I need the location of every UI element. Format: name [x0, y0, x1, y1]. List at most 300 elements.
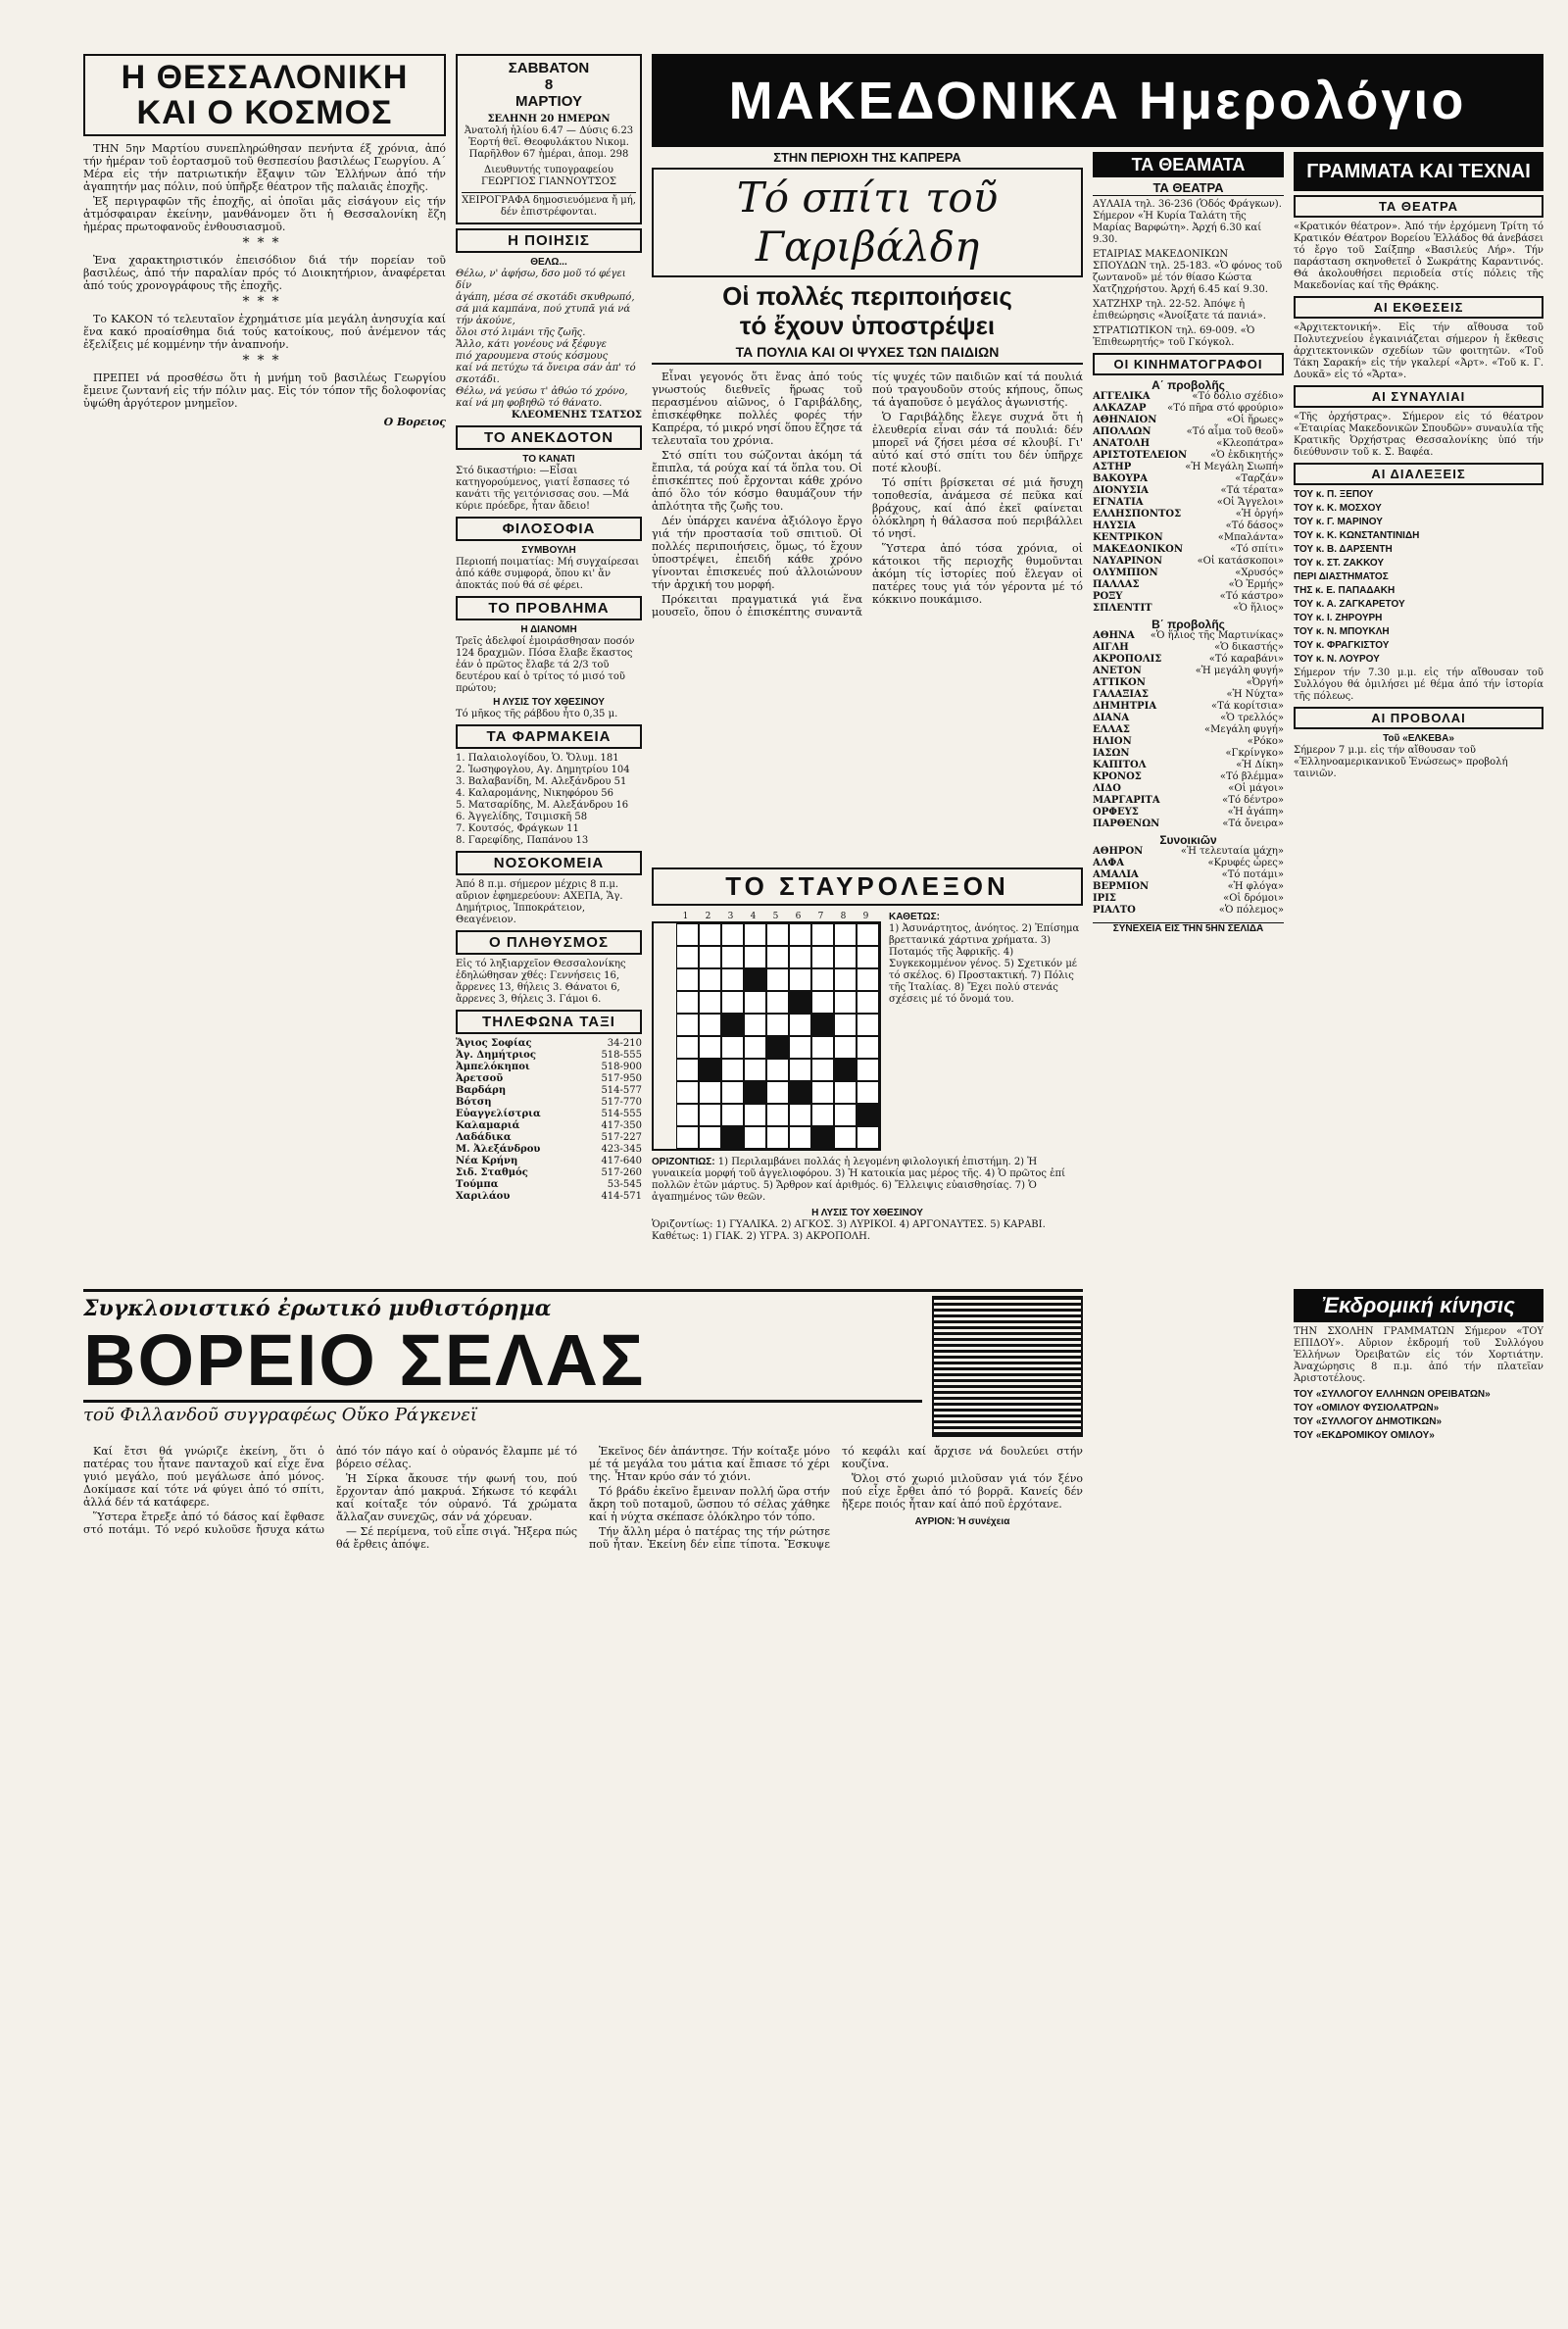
crossword-cell[interactable]: [744, 1059, 766, 1081]
philosophy-subtitle: ΣΥΜΒΟΥΛΗ: [521, 545, 576, 556]
crossword-cell[interactable]: [834, 1126, 857, 1149]
cinema-row: [1093, 591, 1284, 603]
crossword-cell[interactable]: [744, 1036, 766, 1059]
section-title-box: [83, 54, 446, 136]
crossword-cell[interactable]: [834, 946, 857, 968]
lecturer-item: ΤΟΥ κ. ΣΤ. ΖΑΚΚΟΥ: [1294, 558, 1385, 569]
crossword-cell[interactable]: [857, 991, 879, 1014]
crossword-cell[interactable]: [811, 1014, 834, 1036]
divider-stars: ***: [242, 294, 287, 310]
taxi-row-value: 417-640: [601, 1156, 642, 1166]
taxi-row-name: Ἀρετσοῦ: [456, 1073, 504, 1084]
cinema-row: [1093, 568, 1284, 579]
crossword-cell[interactable]: [699, 1104, 721, 1126]
cinema-row-value: «Οἱ ἥρωες»: [1226, 415, 1284, 425]
crossword-cell[interactable]: [744, 1126, 766, 1149]
poem-line: ὅλοι στό λιμάνι τῆς ζωῆς.: [456, 327, 586, 338]
crossword-col-number: 9: [862, 912, 869, 921]
lecturer-item: ΤΟΥ κ. Ν. ΛΟΥΡΟΥ: [1294, 654, 1380, 665]
crossword-cell[interactable]: [654, 1059, 676, 1081]
lecturer-item: ΤΗΣ κ. Ε. ΠΑΠΑΔΑΚΗ: [1294, 585, 1396, 596]
article-subtitle: τό ἔχουν ὑποστρέψει: [739, 311, 996, 340]
pharmacy-item: 8. Γαρεφίδης, Παπάνου 13: [456, 835, 589, 846]
crossword-cell[interactable]: [834, 991, 857, 1014]
paragraph: Καί ἔτσι θά γνώριζε ἐκείνη, ὅτι ὁ πατέρας του ἦτανε πανταχοῦ καί εἶχε ἕνα γυιό μεγάλο, πού μεγάλωσε ἀπό μόνος. Δοκίμασε καί τότε νά φύγει ἀπό τό σπίτι, ἀλλά δέν τά κατάφερε.: [83, 1445, 324, 1509]
crossword-cell[interactable]: [811, 1059, 834, 1081]
crossword-cell[interactable]: [654, 1081, 676, 1104]
taxi-row: [456, 1050, 642, 1062]
cinema-row-name: ΙΡΙΣ: [1093, 893, 1116, 904]
cinema-row: [1093, 450, 1284, 462]
cinema-row-name: ΑΡΙΣΤΟΤΕΛΕΙΟΝ: [1093, 450, 1188, 461]
cinema-row-value: «Οἱ κατάσκοποι»: [1197, 556, 1284, 567]
cinema-row-value: «Ἡ μεγάλη φυγή»: [1195, 666, 1284, 676]
cinema-row-name: ΑΘΗΝΑΙΟΝ: [1093, 415, 1157, 425]
cinema-row: [1093, 701, 1284, 713]
taxi-row: [456, 1191, 642, 1203]
taxis-header: ΤΗΛΕΦΩΝΑ ΤΑΞΙ: [456, 1010, 642, 1034]
crossword-cell[interactable]: [811, 946, 834, 968]
taxi-row-value: 517-950: [601, 1073, 642, 1084]
cinema-row: [1093, 642, 1284, 654]
cinema-row: [1093, 893, 1284, 905]
cinema-row-value: «Ἡ Νύχτα»: [1226, 689, 1284, 700]
cinema-row: [1093, 846, 1284, 858]
crossword-cell[interactable]: [654, 1036, 676, 1059]
paragraph: Τήν ἄλλη μέρα ὁ πατέρας της τήν ρώτησε ποῦ ἦταν. Ἐκείνη δέν εἶπε τίποτα. Ἔσκυψε τό κεφάλι καί ἄρχισε νά δουλεύει στήν κουζίνα.: [589, 1445, 1083, 1551]
sun-times: Ἀνατολή ἡλίου 6.47 — Δύσις 6.23: [464, 125, 634, 136]
crossword-cell[interactable]: [699, 968, 721, 991]
taxi-row-value: 414-571: [601, 1191, 642, 1202]
crossword-cell[interactable]: [744, 923, 766, 946]
cinema-row-value: «Ρόκο»: [1247, 736, 1284, 747]
cinema-row-name: ΙΑΣΩΝ: [1093, 748, 1130, 759]
paragraph: Ἐνα χαρακτηριστικόν ἐπεισόδιον διά τήν πορείαν τοῦ βασιλέως, ἀπό τήν παραλίαν πρός τό Διοικητήριον, ἀναφέρεται ἀπό τούς χρονογράφους τῆς ἐποχῆς.: [83, 254, 446, 292]
cinema-row-name: ΑΛΦΑ: [1093, 858, 1124, 868]
crossword-cell[interactable]: [766, 968, 789, 991]
theaters-list: [1093, 199, 1284, 349]
cinema-row-name: ΝΑΥΑΡΙΝΟΝ: [1093, 556, 1162, 567]
crossword-cell[interactable]: [811, 923, 834, 946]
crossword-cell[interactable]: [857, 968, 879, 991]
lecture-text: Σήμερον τήν 7.30 μ.μ. εἰς τήν αἴθουσαν τοῦ Συλλόγου θά ὁμιλήσει μέ θέμα ἀπό τήν ἱστορία τῆς πόλεως.: [1294, 668, 1544, 702]
taxi-row-name: Λαδάδικα: [456, 1132, 512, 1143]
serial-body: [83, 1445, 1083, 2249]
crossword-cell[interactable]: [744, 946, 766, 968]
concerts-text: «Τῆς ὀρχήστρας». Σήμερον εἰς τό θέατρον «Ἑταιρίας Μακεδονικῶν Σπουδῶν» συναυλία τῆς Κρατικῆς Ὀρχήστρας Θεσσαλονίκης ὑπό τήν διεύθυνσιν τοῦ κ. Σ. Βαφέα.: [1294, 412, 1544, 458]
cinema-row-name: ΠΑΡΘΕΝΩΝ: [1093, 818, 1160, 829]
taxi-row-value: 34-210: [607, 1038, 642, 1049]
paragraph: Ὕστερα ἔτρεξε ἀπό τό δάσος καί ἔφθασε στό ποτάμι. Τό νερό κυλοῦσε ἤσυχα κάτω ἀπό τόν πάγο καί ὁ οὐρανός ἔλαμπε μέ τό βόρειο σέλας.: [83, 1445, 577, 1536]
continued-note: ΣΥΝΕΧΕΙΑ ΕΙΣ ΤΗΝ 5ΗΝ ΣΕΛΙΔΑ: [1093, 922, 1284, 935]
lecturer-item: ΤΟΥ κ. Κ. ΚΩΝΣΤΑΝΤΙΝΙΔΗ: [1294, 530, 1420, 541]
excursions-title: Ἐκδρομική κίνησις: [1322, 1293, 1515, 1317]
crossword-cell[interactable]: [676, 968, 699, 991]
arts-banner: [1294, 152, 1544, 191]
crossword-cell[interactable]: [676, 1036, 699, 1059]
crossword-col-number: 3: [727, 912, 734, 921]
crossword-cell[interactable]: [676, 946, 699, 968]
poem-line: Ἄλλο, κάτι γονέους νά ξέφυγε: [456, 339, 607, 350]
cinema-row: [1093, 544, 1284, 556]
cinema-row-name: ΑΘΗΡΟΝ: [1093, 846, 1144, 857]
arts-theaters-header: ΤΑ ΘΕΑΤΡΑ: [1294, 195, 1544, 218]
crossword-cell[interactable]: [721, 1059, 744, 1081]
problem-subtitle: Η ΔΙΑΝΟΜΗ: [520, 624, 577, 635]
excursion-item: ΤΟΥ «ΕΚΔΡΟΜΙΚΟΥ ΟΜΙΛΟΥ»: [1294, 1430, 1435, 1441]
cinema-row-value: «Τό καραβάνι»: [1208, 654, 1284, 665]
paragraph: Το ΚΑΚΟΝ τό τελευταῖον ἐχρημάτισε μία μεγάλη ἀνησυχία καί ἕνα κακό προαίσθημα διά τούς κατοίκους, πού ἀνέμενον τάς ἐξελίξεις μέ κομμένην τήν ἀναπνοήν.: [83, 313, 446, 351]
down-label: ΚΑΘΕΤΩΣ:: [889, 912, 940, 922]
crossword-cell[interactable]: [811, 1104, 834, 1126]
cinema-row-name: ΑΠΟΛΛΩΝ: [1093, 426, 1152, 437]
excursion-item: ΤΟΥ «ΣΥΛΛΟΓΟΥ ΕΛΛΗΝΩΝ ΟΡΕΙΒΑΤΩΝ»: [1294, 1389, 1491, 1400]
crossword-cell[interactable]: [699, 1081, 721, 1104]
paragraph: — Σέ περίμενα, τοῦ εἶπε σιγά. Ἤξερα πώς θά ἔρθεις ἀπόψε.: [336, 1525, 577, 1551]
cinema-row-value: «Ὀργή»: [1246, 677, 1284, 688]
poem-line: Θέλω, νά γεύσω τ' ἀθώο τό χρόνο,: [456, 386, 628, 397]
taxi-row-value: 517-227: [601, 1132, 642, 1143]
crossword-cell[interactable]: [811, 1081, 834, 1104]
crossword-cell[interactable]: [699, 1059, 721, 1081]
cinema-row-name: ΑΜΑΛΙΑ: [1093, 869, 1139, 880]
poem-title: ΘΕΛΩ...: [530, 257, 567, 268]
crossword-cell[interactable]: [744, 1014, 766, 1036]
crossword-cell[interactable]: [857, 923, 879, 946]
spectacles-title: ΤΑ ΘΕΑΜΑΤΑ: [1131, 154, 1246, 174]
crossword-cell[interactable]: [857, 1126, 879, 1149]
crossword-cell[interactable]: [766, 1104, 789, 1126]
cinema-row: [1093, 415, 1284, 426]
problem-header: ΤΟ ΠΡΟΒΛΗΜΑ: [456, 596, 642, 620]
cinema-row: [1093, 603, 1284, 615]
philosophy-text: Περιοπή ποιματίας: Μή συγχαίρεσαι ἀπό κάθε συμφορά, ὅπου κι' ἄν ἀποκτάς πού θά σέ φέρει.: [456, 557, 640, 591]
article-headline-box: [652, 168, 1083, 277]
crossword-cell[interactable]: [676, 923, 699, 946]
crossword-cell[interactable]: [857, 1036, 879, 1059]
crossword-cell[interactable]: [834, 923, 857, 946]
cinema-row: [1093, 579, 1284, 591]
crossword-cell[interactable]: [811, 991, 834, 1014]
problem-solution-label: Η ΛΥΣΙΣ ΤΟΥ ΧΘΕΣΙΝΟΥ: [493, 697, 605, 708]
taxi-row-name: Χαριλάου: [456, 1191, 511, 1202]
crossword-cell[interactable]: [766, 1126, 789, 1149]
crossword-col-number: 4: [750, 912, 757, 921]
cinema-row: [1093, 858, 1284, 869]
down-clues: 1) Ἀσυνάρτητος, ἀνόητος. 2) Ἐπίσημα βρεττανικά χάρτινα χρήματα. 3) Ποταμός τῆς Ἀφρικῆς. 4) Συγκεκομμένον γένος. 5) Σχετικόν μέ τό σκέλος. 6) Προστακτική. 7) Πόλις τῆς Ἰταλίας. 8) Ἔχει πολύ στενάς σχέσεις μέ τό ὄνομά του.: [889, 923, 1080, 1005]
taxi-row-value: 417-350: [601, 1120, 642, 1131]
cinema-row-value: «Ἡ Δίκη»: [1236, 760, 1284, 770]
crossword-cell[interactable]: [654, 991, 676, 1014]
crossword-cell[interactable]: [676, 1059, 699, 1081]
serial-section: [83, 1289, 1083, 2308]
spectacles-banner: [1093, 152, 1284, 177]
cinema-row-name: ΟΡΦΕΥΣ: [1093, 807, 1139, 818]
crossword-cell[interactable]: [834, 968, 857, 991]
crossword-cell[interactable]: [789, 1036, 811, 1059]
taxi-row-name: Ἀγ. Δημήτριος: [456, 1050, 536, 1061]
cinema-row-value: «Ὁ πόλεμος»: [1218, 905, 1284, 916]
crossword-cell[interactable]: [857, 1081, 879, 1104]
cinema-row: [1093, 391, 1284, 403]
suburbs-label: Συνοικιῶν: [1159, 833, 1217, 847]
left-column: [83, 54, 446, 1274]
population-text: Εἰς τό ληξιαρχεῖον Θεσσαλονίκης ἐδηλώθησαν χθές: Γεννήσεις 16, ἄρρενες 13, θήλεις 3. Θάνατοι 6, ἄρρενες 3, θήλεις 3. Γάμοι 6.: [456, 959, 626, 1005]
taxi-row: [456, 1097, 642, 1109]
cinema-row-name: ΕΓΝΑΤΙΑ: [1093, 497, 1144, 508]
crossword-col-number: 7: [817, 912, 824, 921]
cinema-row-value: «Ἡ ὀργή»: [1235, 509, 1284, 520]
lecturer-item: ΤΟΥ κ. Γ. ΜΑΡΙΝΟΥ: [1294, 517, 1383, 527]
crossword-cell[interactable]: [721, 1014, 744, 1036]
taxi-row-value: 517-260: [601, 1167, 642, 1178]
crossword-cell[interactable]: [744, 1104, 766, 1126]
crossword-solution: Ὁριζοντίως: 1) ΓΥΑΛΙΚΑ. 2) ΑΓΚΟΣ. 3) ΛΥΡΙΚΟΙ. 4) ΑΡΓΟΝΑΥΤΕΣ. 5) ΚΑΡΑΒΙ. Καθέτως: 1) ΓΙΑΚ. 2) ΥΓΡΑ. 3) ΑΚΡΟΠΟΛΗ.: [652, 1219, 1046, 1242]
crossword-cell[interactable]: [789, 1126, 811, 1149]
lectures-list: [1294, 489, 1544, 666]
taxi-row-name: Ἀμπελόκηποι: [456, 1062, 530, 1072]
crossword-column-numbers: [652, 912, 881, 921]
pharmacies-list: [456, 753, 642, 847]
cinema-row: [1093, 654, 1284, 666]
poem-line: καί νά πετύχω τά ὄνειρα σάν ἀπ' τό σκοτάδι.: [456, 363, 636, 385]
cinema-row-value: «Τό αἷμα τοῦ θεοῦ»: [1186, 426, 1284, 437]
taxi-row: [456, 1132, 642, 1144]
paragraph: Ἐξ περιγραφῶν τῆς ἐποχῆς, αἱ ὁποῖαι μᾶς εἰσάγουν εἰς τήν ἀτμόσφαιραν ἐκείνην, μανθάνομεν ὅτι ἡ Θεσσαλονίκη ἔζη ἡμέρας πρωτοφανοῦς ἐνθουσιασμοῦ.: [83, 195, 446, 233]
cinema-row-value: «Οἱ Ἄγγελοι»: [1216, 497, 1284, 508]
cinema-row: [1093, 795, 1284, 807]
crossword-cell[interactable]: [766, 991, 789, 1014]
divider-stars: ***: [242, 353, 287, 369]
theater-item: ΑΥΛΑΙΑ τηλ. 36-236 (Ὁδός Φράγκων). Σήμερον «Ἡ Κυρία Ταλάτη τῆς Μαρίας Βαρφώτη». Ἀρχή 6.30 καί 9.30.: [1093, 199, 1282, 245]
crossword-cell[interactable]: [766, 946, 789, 968]
crossword-cell[interactable]: [721, 968, 744, 991]
lecturer-item: ΤΟΥ κ. Ι. ΖΗΡΟΥΡΗ: [1294, 613, 1383, 623]
anecdote-header: ΤΟ ΑΝΕΚΔΟΤΟΝ: [456, 425, 642, 450]
anecdote-subtitle: ΤΟ ΚΑΝΑΤΙ: [522, 454, 575, 465]
crossword-cell[interactable]: [654, 968, 676, 991]
taxi-list: [456, 1038, 642, 1203]
cinema-row-value: «Ὁ ἐκδικητής»: [1210, 450, 1284, 461]
cinemas-suburbs: [1093, 846, 1284, 917]
manuscripts-note: ΧΕΙΡΟΓΡΑΦΑ δημοσιευόμενα ἤ μή, δέν ἐπιστρέφονται.: [462, 192, 636, 219]
crossword-cell[interactable]: [676, 1081, 699, 1104]
crossword-cell[interactable]: [834, 1104, 857, 1126]
crossword-cell[interactable]: [744, 968, 766, 991]
cinema-row-name: ΟΛΥΜΠΙΟΝ: [1093, 568, 1158, 578]
crossword-col-number: 2: [705, 912, 711, 921]
crossword-cell[interactable]: [744, 991, 766, 1014]
taxi-row: [456, 1073, 642, 1085]
cinema-row-name: ΑΙΓΛΗ: [1093, 642, 1129, 653]
cinemas-header: ΟΙ ΚΙΝΗΜΑΤΟΓΡΑΦΟΙ: [1093, 353, 1284, 375]
cinema-row: [1093, 630, 1284, 642]
crossword-cell[interactable]: [721, 991, 744, 1014]
crossword-cell[interactable]: [834, 1081, 857, 1104]
crossword-cell[interactable]: [676, 1126, 699, 1149]
cinema-row: [1093, 462, 1284, 473]
crossword-cell[interactable]: [654, 923, 676, 946]
cinema-row-name: ΑΛΚΑΖΑΡ: [1093, 403, 1147, 414]
excursions-list: [1294, 1389, 1544, 1442]
pharmacy-item: 4. Καλαρομάνης, Νικηφόρου 56: [456, 788, 614, 799]
crossword-cell[interactable]: [789, 1104, 811, 1126]
excursions-section: [1294, 1289, 1544, 2308]
taxi-row: [456, 1167, 642, 1179]
crossword-cell[interactable]: [811, 1126, 834, 1149]
cinema-row: [1093, 689, 1284, 701]
lecturer-item: ΤΟΥ κ. Π. ΞΕΠΟΥ: [1294, 489, 1374, 500]
crossword-cell[interactable]: [811, 968, 834, 991]
taxi-row-value: 53-545: [607, 1179, 642, 1190]
crossword-cell[interactable]: [766, 923, 789, 946]
projection-title: Τοῦ «ΕΛΚΕΒΑ»: [1383, 733, 1454, 744]
article-title: Τό σπίτι τοῦ Γαριβάλδη: [736, 173, 999, 271]
theater-item: ΧΑΤΖΗΧΡ τηλ. 22-52. Ἀπόψε ἡ ἐπιθεώρησις «Ἀνοίξατε τά πανιά».: [1093, 299, 1266, 322]
cinema-row-value: «Ὁ τρελλός»: [1220, 713, 1284, 723]
crossword-cell[interactable]: [654, 1014, 676, 1036]
date-day: ΣΑΒΒΑΤΟΝ: [508, 60, 590, 76]
crossword-cell[interactable]: [789, 1059, 811, 1081]
cinema-row-value: «Γκρίνγκο»: [1225, 748, 1284, 759]
article-body: [652, 371, 1083, 619]
crossword-cell[interactable]: [699, 923, 721, 946]
crossword-cell[interactable]: [721, 1036, 744, 1059]
crossword-cell[interactable]: [654, 1104, 676, 1126]
taxi-row: [456, 1109, 642, 1120]
arts-column: [1294, 152, 1544, 1279]
cinema-row-name: ΗΛΥΣΙΑ: [1093, 520, 1136, 531]
cinema-row-name: ΑΓΓΕΛΙΚΑ: [1093, 391, 1151, 402]
lecturer-item: ΠΕΡΙ ΔΙΑΣΤΗΜΑΤΟΣ: [1294, 571, 1389, 582]
crossword-cell[interactable]: [676, 991, 699, 1014]
crossword-cell[interactable]: [789, 991, 811, 1014]
crossword-cell[interactable]: [857, 1104, 879, 1126]
paragraph: ΠΡΕΠΕΙ νά προσθέσω ὅτι ἡ μνήμη τοῦ βασιλέως Γεωργίου ἔμεινε ζωντανή εἰς τήν πόλιν μας. Εἰς τόν τόπον τῆς δολοφονίας ὑψώθη ἀργότερον μνημεῖον.: [83, 372, 446, 410]
crossword-cell[interactable]: [857, 946, 879, 968]
crossword-cell[interactable]: [789, 1014, 811, 1036]
crossword-cell[interactable]: [721, 1126, 744, 1149]
cinema-row: [1093, 760, 1284, 771]
crossword-cell[interactable]: [721, 1081, 744, 1104]
cinema-row-value: «Τά ὄνειρα»: [1222, 818, 1284, 829]
taxi-row: [456, 1156, 642, 1167]
cinema-row-name: ΑΣΤΗΡ: [1093, 462, 1132, 472]
cinema-row: [1093, 724, 1284, 736]
cinema-row: [1093, 713, 1284, 724]
taxi-row-value: 514-555: [601, 1109, 642, 1119]
paragraph: Τό βράδυ ἐκεῖνο ἔμειναν πολλή ὥρα στήν ἄκρη τοῦ ποταμοῦ, ὥσπου τό σέλας χάθηκε καί ἡ νύχτα σκέπασε ὁλόκληρο τόν τόπο.: [589, 1485, 830, 1523]
poem-line: πιό χαρουμενα στούς κόσμους: [456, 351, 609, 362]
crossword-cell[interactable]: [789, 923, 811, 946]
crossword-cell[interactable]: [676, 1014, 699, 1036]
crossword-cell[interactable]: [766, 1036, 789, 1059]
crossword-cell[interactable]: [699, 1014, 721, 1036]
crossword-cell[interactable]: [766, 1059, 789, 1081]
crossword-cell[interactable]: [699, 991, 721, 1014]
taxi-row-value: 518-555: [601, 1050, 642, 1061]
paragraph: Ὕστερα ἀπό τόσα χρόνια, οἱ κάτοικοι τῆς περιοχῆς θυμοῦνται ἀκόμη τίς ἱστορίες πού ἔλεγαν οἱ πατέρες τους γιά τόν γέροντα μέ τό κόκκινο πουκάμισο.: [872, 542, 1083, 606]
crossword-cell[interactable]: [676, 1104, 699, 1126]
crossword-cell[interactable]: [766, 1081, 789, 1104]
crossword-cell[interactable]: [834, 1036, 857, 1059]
poem-line: σά μιά καμπάνα, πού χτυπᾶ γιά νά τήν ἀκούνε,: [456, 304, 631, 326]
taxi-row-name: Βότση: [456, 1097, 492, 1108]
pharmacy-item: 6. Ἀγγελίδης, Τσιμισκῆ 58: [456, 812, 588, 822]
info-column: [456, 54, 642, 1274]
cinema-row: [1093, 438, 1284, 450]
cinema-row-name: ΓΑΛΑΞΙΑΣ: [1093, 689, 1149, 700]
cinema-row-name: ΜΑΡΓΑΡΙΤΑ: [1093, 795, 1160, 806]
crossword-cell[interactable]: [834, 1059, 857, 1081]
crossword-cell[interactable]: [699, 1036, 721, 1059]
cinema-row-value: «Τό σπίτι»: [1230, 544, 1284, 555]
crossword-cell[interactable]: [721, 946, 744, 968]
crossword-cell[interactable]: [857, 1014, 879, 1036]
excursion-item: ΤΟΥ «ΟΜΙΛΟΥ ΦΥΣΙΟΛΑΤΡΩΝ»: [1294, 1403, 1440, 1413]
cinema-row-name: ΚΕΝΤΡΙΚΟΝ: [1093, 532, 1163, 543]
hospitals-text: Ἀπό 8 π.μ. σήμερον μέχρις 8 π.μ. αὔριον ἐφημερεύουν: ΑΧΕΠΑ, Ἅγ. Δημήτριος, Ἱπποκράτειον, Θεαγένειον.: [456, 879, 623, 925]
taxi-row: [456, 1085, 642, 1097]
crossword-grid: [652, 921, 881, 1151]
crossword-col-number: 8: [840, 912, 847, 921]
cinema-row: [1093, 556, 1284, 568]
taxi-row-name: Μ. Ἀλεξάνδρου: [456, 1144, 541, 1155]
crossword-section: [652, 867, 1083, 1274]
lecturer-item: ΤΟΥ κ. Ν. ΜΠΟΥΚΛΗ: [1294, 626, 1390, 637]
crossword-corner: [652, 912, 674, 921]
cinema-row: [1093, 748, 1284, 760]
crossword-cell[interactable]: [789, 946, 811, 968]
taxi-row: [456, 1120, 642, 1132]
crossword-cell[interactable]: [721, 1104, 744, 1126]
crossword-cell[interactable]: [699, 1126, 721, 1149]
taxi-row-name: Τούμπα: [456, 1179, 499, 1190]
cinema-row-value: «Τό δάσος»: [1225, 520, 1284, 531]
cinema-row: [1093, 807, 1284, 818]
paragraph: Ὁ Γαριβάλδης ἔλεγε συχνά ὅτι ἡ ἐλευθερία εἶναι σάν τά πουλιά: δέν μπορεῖ νά ζήσει μέσα σέ κλουβί. Γι' αὐτό καί στό σπίτι του δέν ὑπῆρχε ποτέ κλουβί.: [872, 411, 1083, 474]
newspaper-page: [83, 54, 1544, 2308]
crossword-cell[interactable]: [811, 1036, 834, 1059]
cinema-row-value: «Μεγάλη φυγή»: [1204, 724, 1284, 735]
taxi-row-value: 514-577: [601, 1085, 642, 1096]
pharmacy-item: 2. Ἰωσηφογλου, Αγ. Δημητρίου 104: [456, 765, 630, 775]
cinema-row-name: ΜΑΚΕΔΟΝΙΚΟΝ: [1093, 544, 1183, 555]
crossword-cell[interactable]: [834, 1014, 857, 1036]
crossword-cell[interactable]: [766, 1014, 789, 1036]
poem-body: [456, 269, 642, 410]
cinema-row-name: ΕΛΛΗΣΠΟΝΤΟΣ: [1093, 509, 1182, 520]
crossword-cell[interactable]: [789, 1081, 811, 1104]
exhibitions-text: «Ἀρχιτεκτονική». Εἰς τήν αἴθουσα τοῦ Πολυτεχνείου ἐγκαινιάζεται σήμερον ἡ ἔκθεσις ἀρχιτεκτονικῶν σχεδίων τῶν φοιτητῶν. «Τοῦ Τάκη Σαρακή» εἰς τήν γκαλερί «Ἀρτ». «Τοῦ κ. Γ. Δουκᾶ» εἰς τό «Ἄρτα».: [1294, 322, 1544, 380]
cinema-row-value: «Μπαλάντα»: [1217, 532, 1284, 543]
crossword-cell[interactable]: [699, 946, 721, 968]
feast-day: Ἑορτή θεῖ. Θεοφυλάκτου Νικομ.: [468, 137, 629, 148]
crossword-cell[interactable]: [721, 923, 744, 946]
crossword-cell[interactable]: [789, 968, 811, 991]
exhibitions-header: ΑΙ ΕΚΘΕΣΕΙΣ: [1294, 296, 1544, 319]
crossword-cell[interactable]: [654, 1126, 676, 1149]
crossword-cell[interactable]: [654, 946, 676, 968]
cinema-row-name: ΔΙΑΝΑ: [1093, 713, 1130, 723]
cinema-row-value: «Οἱ μάγοι»: [1228, 783, 1284, 794]
paragraph: Τό σπίτι βρίσκεται σέ μιά ἥσυχη τοποθεσία, ἀνάμεσα σέ πεῦκα καί βράχους, καί ἀπό ἐκεῖ φαίνεται ὁλόκληρη ἡ θάλασσα πού περιβάλλει τό νησί.: [872, 476, 1083, 540]
cinema-row-value: «Χρυσός»: [1235, 568, 1284, 578]
crossword-cell[interactable]: [744, 1081, 766, 1104]
cinema-row-name: ΠΑΛΛΑΣ: [1093, 579, 1140, 590]
crossword-cell[interactable]: [857, 1059, 879, 1081]
theaters-header: ΤΑ ΘΕΑΤΡΑ: [1093, 180, 1284, 196]
